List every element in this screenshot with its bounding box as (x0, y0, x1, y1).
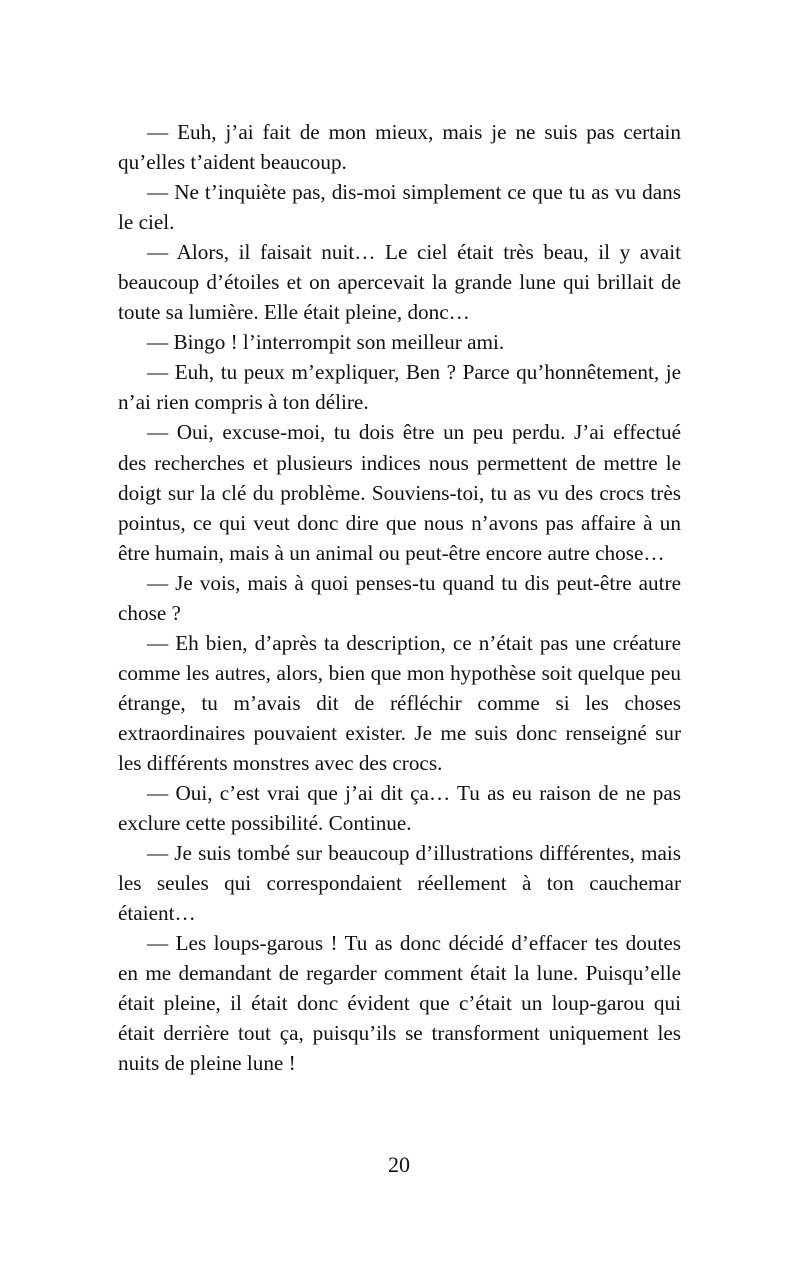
dialogue-paragraph-10: — Je suis tombé sur beaucoup d’illustrations différentes, mais les seules qui correspondaient réellement à ton cauchemar étaient… (118, 841, 681, 926)
dialogue-paragraph-8: — Eh bien, d’après ta description, ce n’était pas une créature comme les autres, alors, bien que mon hypothèse soit quelque peu étrange, tu m’avais dit de réfléchir comme si les choses extraordinaires pouvaient exister. Je me suis donc renseigné sur les différents monstres avec des crocs. (118, 630, 681, 775)
dialogue-paragraph-3: — Alors, il faisait nuit… Le ciel était très beau, il y avait beaucoup d’étoiles et on apercevait la grande lune qui brillait de toute sa lumière. Elle était pleine, donc… (118, 240, 681, 325)
dialogue-paragraph-6: — Oui, excuse-moi, tu dois être un peu perdu. J’ai effectué des recherches et plusieurs indices nous permettent de mettre le doigt sur la clé du problème. Souviens-toi, tu as vu des crocs très pointus, ce qui veut donc dire que nous n’avons pas affaire à un être humain, mais à un animal ou peut-être encore autre chose… (118, 420, 681, 565)
dialogue-paragraph-7: — Je vois, mais à quoi penses-tu quand tu dis peut-être autre chose ? (118, 570, 681, 625)
dialogue-paragraph-2: — Ne t’inquiète pas, dis-moi simplement ce que tu as vu dans le ciel. (118, 180, 681, 235)
page-number: 20 (388, 1152, 410, 1177)
dialogue-paragraph-5: — Euh, tu peux m’expliquer, Ben ? Parce qu’honnêtement, je n’ai rien compris à ton délire. (118, 360, 681, 415)
dialogue-paragraph-4: — Bingo ! l’interrompit son meilleur ami. (147, 330, 505, 355)
page-body-text (118, 117, 681, 1079)
dialogue-paragraph-1: — Euh, j’ai fait de mon mieux, mais je ne suis pas certain qu’elles t’aident beaucoup. (118, 120, 681, 175)
dialogue-paragraph-9: — Oui, c’est vrai que j’ai dit ça… Tu as eu raison de ne pas exclure cette possibilité. Continue. (118, 781, 681, 836)
dialogue-paragraph-11: — Les loups-garous ! Tu as donc décidé d’effacer tes doutes en me demandant de regarder comment était la lune. Puisqu’elle était pleine, il était donc évident que c’était un loup-garou qui était derrière tout ça, puisqu’ils se transforment uniquement les nuits de pleine lune ! (118, 931, 681, 1076)
